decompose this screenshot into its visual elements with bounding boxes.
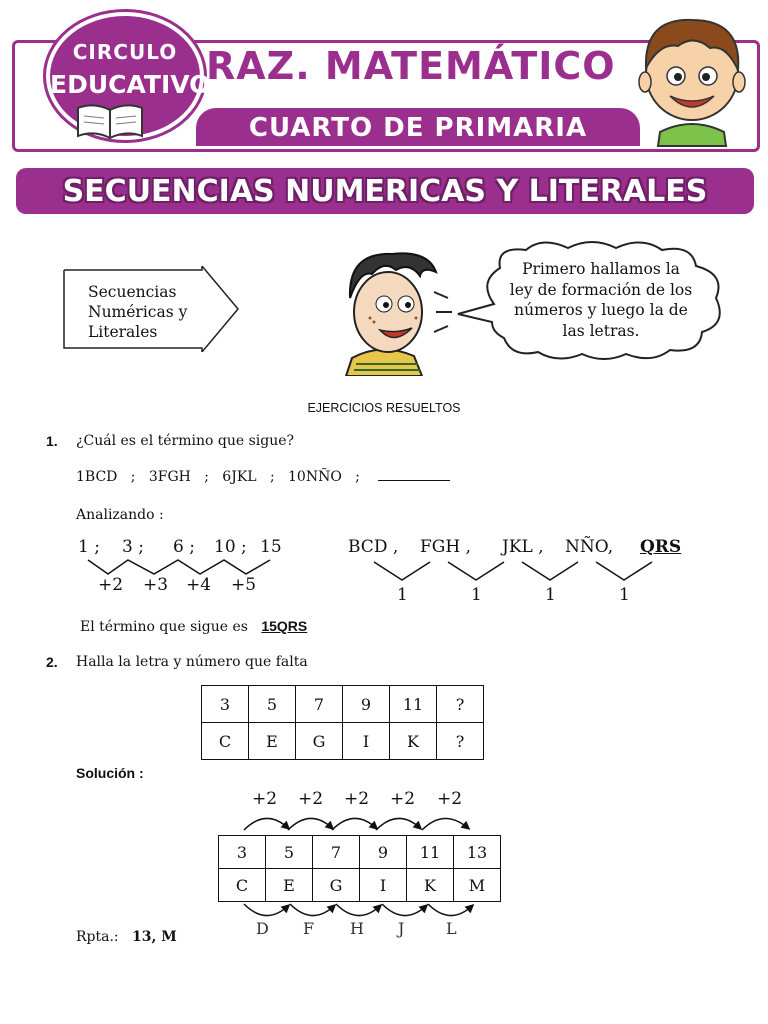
table-row — [219, 836, 501, 869]
num-term: 6 ; — [173, 537, 195, 557]
rpta-line — [76, 929, 177, 945]
diff-label: +4 — [186, 575, 212, 595]
seq-sep: ; — [269, 469, 275, 485]
table-cell: K — [407, 869, 454, 902]
num-term: 1 ; — [78, 537, 100, 557]
arrow-line: Secuencias — [88, 283, 177, 301]
diff-label: +5 — [231, 575, 257, 595]
diff-label: +3 — [143, 575, 169, 595]
seq-term: 6JKL — [222, 469, 257, 485]
solution-table — [218, 835, 501, 902]
step-arcs-top — [232, 804, 488, 834]
table-row — [219, 869, 501, 902]
table-cell: 3 — [219, 836, 266, 869]
table-cell: M — [454, 869, 501, 902]
step-label: +2 — [252, 789, 278, 809]
table-row — [202, 723, 484, 760]
seq-sep: ; — [355, 469, 360, 485]
answer-line — [80, 618, 307, 635]
num-term: 15 — [260, 537, 282, 557]
exercise-number: 2. — [46, 654, 58, 670]
rpta-label: Rpta.: — [76, 929, 119, 945]
table-cell: 5 — [249, 686, 296, 723]
solution-label: Solución : — [76, 765, 144, 781]
arrow-line: Literales — [88, 323, 158, 341]
skipped-letter: D — [256, 919, 269, 938]
table-cell: ? — [437, 686, 484, 723]
letter-gap: 1 — [545, 585, 556, 605]
table-row — [202, 686, 484, 723]
table-cell: 5 — [266, 836, 313, 869]
problem-table — [201, 685, 484, 760]
seq-sep: ; — [130, 469, 136, 485]
table-cell: C — [202, 723, 249, 760]
table-cell: 3 — [202, 686, 249, 723]
table-cell: K — [390, 723, 437, 760]
table-cell: C — [219, 869, 266, 902]
skipped-letter: J — [398, 919, 405, 938]
num-term: 10 ; — [214, 537, 247, 557]
topic-title: SECUENCIAS NUMERICAS Y LITERALES — [62, 174, 708, 209]
header-subtitle — [196, 108, 640, 146]
header-title-text: RAZ. MATEMÁTICO — [206, 44, 616, 88]
table-cell: 9 — [360, 836, 407, 869]
topic-banner — [16, 168, 754, 214]
letter-term: JKL , — [502, 537, 544, 557]
rpta-value: 13, M — [132, 929, 177, 945]
arrow-label — [88, 282, 208, 342]
kid-illustration — [630, 8, 754, 148]
letter-brackets — [370, 560, 660, 584]
seq-sep: ; — [204, 469, 209, 485]
book-icon — [74, 102, 146, 140]
skipped-letter: L — [446, 919, 457, 938]
step-label: +2 — [437, 789, 463, 809]
letter-term: NÑO, — [565, 537, 614, 557]
seq-term: 10NÑO — [288, 469, 342, 485]
table-cell: 11 — [407, 836, 454, 869]
table-cell: 11 — [390, 686, 437, 723]
bubble-line: Primero hallamos la — [522, 260, 680, 278]
letter-term: BCD , — [348, 537, 399, 557]
num-term: 3 ; — [122, 537, 144, 557]
logo-line2: EDUCATIVO — [50, 70, 211, 99]
answer-value: 15QRS — [261, 618, 308, 634]
sequence-row — [76, 469, 476, 485]
header-subtitle-text: CUARTO DE PRIMARIA — [248, 113, 588, 143]
table-cell: I — [343, 723, 390, 760]
letter-answer: QRS — [640, 537, 682, 557]
table-cell: 7 — [296, 686, 343, 723]
table-cell: G — [313, 869, 360, 902]
exercise-question: ¿Cuál es el término que sigue? — [76, 433, 295, 449]
bubble-line: ley de formación de los — [509, 280, 693, 299]
letter-gap: 1 — [471, 585, 482, 605]
section-title: EJERCICIOS RESUELTOS — [307, 401, 461, 415]
letter-gap: 1 — [619, 585, 630, 605]
table-cell: E — [249, 723, 296, 760]
diff-label: +2 — [98, 575, 124, 595]
letter-term: FGH , — [420, 537, 472, 557]
table-cell: 7 — [313, 836, 360, 869]
logo-line1: CIRCULO — [72, 40, 178, 64]
table-cell: 13 — [454, 836, 501, 869]
bubble-line: números y luego la de — [514, 301, 688, 319]
header-title — [206, 44, 636, 102]
seq-term: 3FGH — [148, 469, 191, 485]
table-cell: I — [360, 869, 407, 902]
exercise-question: Halla la letra y número que falta — [76, 654, 308, 670]
step-label: +2 — [390, 789, 416, 809]
step-label: +2 — [344, 789, 370, 809]
letter-gap: 1 — [397, 585, 408, 605]
skipped-letter: H — [350, 919, 364, 938]
skipped-letter: F — [303, 919, 315, 938]
step-label: +2 — [298, 789, 324, 809]
answer-prefix: El término que sigue es — [80, 619, 248, 635]
seq-term: 1BCD — [76, 469, 118, 485]
boy-illustration — [332, 246, 442, 376]
analyzing-label: Analizando : — [76, 507, 164, 523]
bubble-line: las letras. — [562, 321, 640, 340]
table-cell: ? — [437, 723, 484, 760]
answer-blank — [378, 470, 450, 481]
arrow-line: Numéricas y — [88, 303, 188, 321]
table-cell: E — [266, 869, 313, 902]
table-cell: G — [296, 723, 343, 760]
table-cell: 9 — [343, 686, 390, 723]
exercise-number: 1. — [46, 433, 58, 449]
bubble-text — [496, 259, 706, 341]
